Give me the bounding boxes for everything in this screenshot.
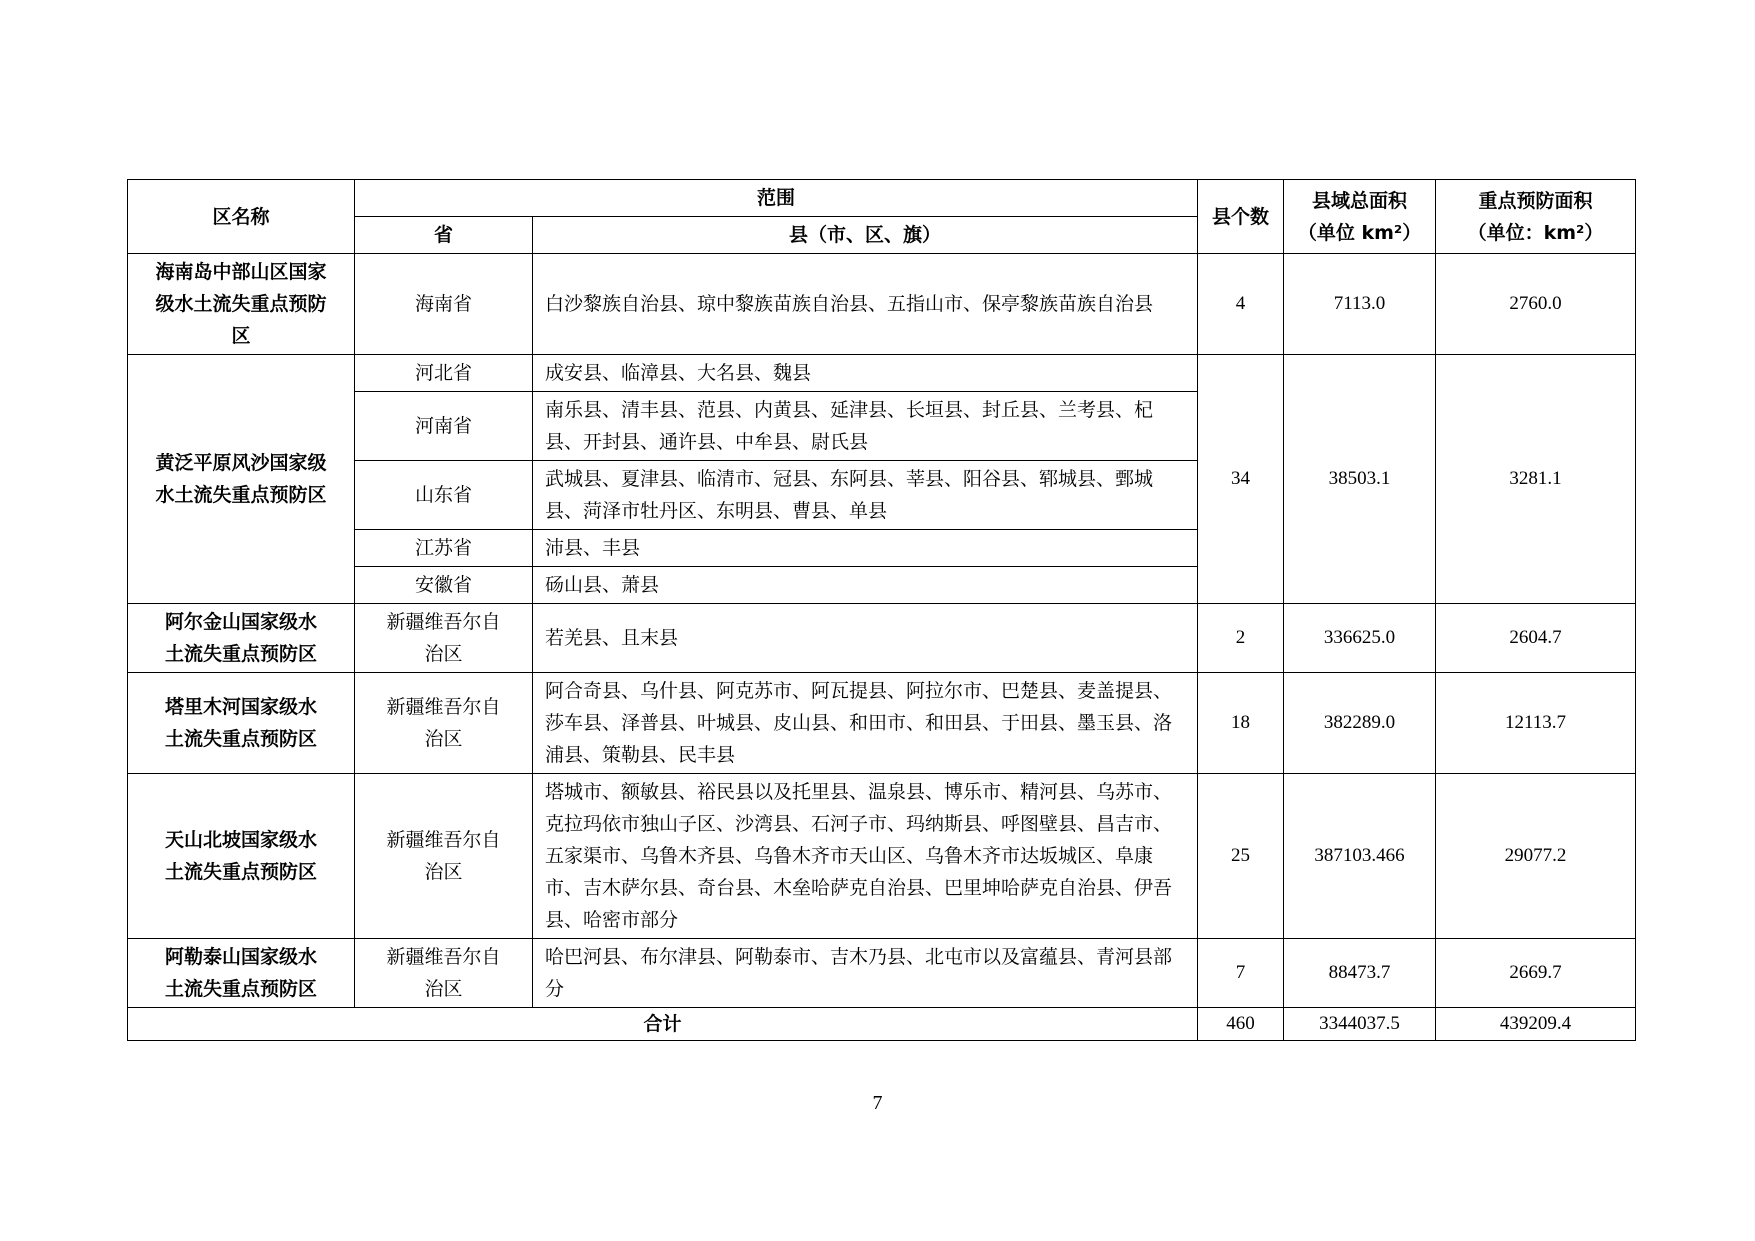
header-county-count: 县个数 <box>1198 180 1284 254</box>
zone-name: 海南岛中部山区国家级水土流失重点预防区 <box>128 254 355 355</box>
key-area: 2760.0 <box>1436 254 1636 355</box>
county-count: 7 <box>1198 939 1284 1008</box>
page-number: 7 <box>872 1092 883 1114</box>
province-cell: 江苏省 <box>355 530 533 567</box>
header-county: 县（市、区、旗） <box>533 217 1198 254</box>
county-list: 若羌县、且末县 <box>533 604 1198 673</box>
zone-name: 阿尔金山国家级水土流失重点预防区 <box>128 604 355 673</box>
province-cell: 新疆维吾尔自治区 <box>355 604 533 673</box>
county-list: 武城县、夏津县、临清市、冠县、东阿县、莘县、阳谷县、郓城县、鄄城县、菏泽市牡丹区、东明县、曹县、单县 <box>533 461 1198 530</box>
header-key-area-label: 重点预防面积 <box>1478 189 1593 212</box>
county-list: 哈巴河县、布尔津县、阿勒泰市、吉木乃县、北屯市以及富蕴县、青河县部分 <box>533 939 1198 1008</box>
total-area: 382289.0 <box>1284 673 1436 774</box>
prevention-zone-table <box>127 179 1636 1041</box>
header-key-area <box>1436 180 1636 254</box>
zone-name: 天山北坡国家级水土流失重点预防区 <box>128 774 355 939</box>
table-header <box>128 180 1636 254</box>
key-area: 2669.7 <box>1436 939 1636 1008</box>
total-area: 38503.1 <box>1284 355 1436 604</box>
header-zone-name: 区名称 <box>128 180 355 254</box>
province-cell: 新疆维吾尔自治区 <box>355 673 533 774</box>
total-row <box>128 1008 1636 1041</box>
county-count: 2 <box>1198 604 1284 673</box>
table-row <box>128 254 1636 355</box>
header-key-area-unit: （单位：km²） <box>1467 221 1604 244</box>
table-row <box>128 604 1636 673</box>
county-list: 南乐县、清丰县、范县、内黄县、延津县、长垣县、封丘县、兰考县、杞县、开封县、通许县、中牟县、尉氏县 <box>533 392 1198 461</box>
county-list: 沛县、丰县 <box>533 530 1198 567</box>
county-count: 25 <box>1198 774 1284 939</box>
county-count: 34 <box>1198 355 1284 604</box>
key-area: 12113.7 <box>1436 673 1636 774</box>
province-cell: 海南省 <box>355 254 533 355</box>
county-count: 4 <box>1198 254 1284 355</box>
header-total-area-unit: （单位 km²） <box>1297 221 1422 244</box>
table-row <box>128 774 1636 939</box>
total-area: 336625.0 <box>1284 604 1436 673</box>
county-list: 白沙黎族自治县、琼中黎族苗族自治县、五指山市、保亭黎族苗族自治县 <box>533 254 1198 355</box>
county-list: 砀山县、萧县 <box>533 567 1198 604</box>
total-label: 合计 <box>128 1008 1198 1041</box>
key-area: 29077.2 <box>1436 774 1636 939</box>
total-total-area: 3344037.5 <box>1284 1008 1436 1041</box>
total-area: 7113.0 <box>1284 254 1436 355</box>
table-row <box>128 939 1636 1008</box>
province-cell: 新疆维吾尔自治区 <box>355 774 533 939</box>
county-list: 阿合奇县、乌什县、阿克苏市、阿瓦提县、阿拉尔市、巴楚县、麦盖提县、莎车县、泽普县、叶城县、皮山县、和田市、和田县、于田县、墨玉县、洛浦县、策勒县、民丰县 <box>533 673 1198 774</box>
total-area: 387103.466 <box>1284 774 1436 939</box>
province-cell: 河南省 <box>355 392 533 461</box>
province-cell: 山东省 <box>355 461 533 530</box>
total-area: 88473.7 <box>1284 939 1436 1008</box>
zone-name: 黄泛平原风沙国家级水土流失重点预防区 <box>128 355 355 604</box>
zone-name: 阿勒泰山国家级水土流失重点预防区 <box>128 939 355 1008</box>
key-area: 2604.7 <box>1436 604 1636 673</box>
province-cell: 新疆维吾尔自治区 <box>355 939 533 1008</box>
county-list: 成安县、临漳县、大名县、魏县 <box>533 355 1198 392</box>
total-count: 460 <box>1198 1008 1284 1041</box>
total-key-area: 439209.4 <box>1436 1008 1636 1041</box>
province-cell: 安徽省 <box>355 567 533 604</box>
header-scope: 范围 <box>355 180 1198 217</box>
county-list: 塔城市、额敏县、裕民县以及托里县、温泉县、博乐市、精河县、乌苏市、克拉玛依市独山子区、沙湾县、石河子市、玛纳斯县、呼图壁县、昌吉市、五家渠市、乌鲁木齐县、乌鲁木齐市天山区、乌鲁木齐市达坂城区、阜康市、吉木萨尔县、奇台县、木垒哈萨克自治县、巴里坤哈萨克自治县、伊吾县、哈密市部分 <box>533 774 1198 939</box>
table-row <box>128 355 1636 392</box>
table-row <box>128 673 1636 774</box>
header-total-area-label: 县域总面积 <box>1312 189 1408 212</box>
key-area: 3281.1 <box>1436 355 1636 604</box>
header-total-area <box>1284 180 1436 254</box>
county-count: 18 <box>1198 673 1284 774</box>
header-province: 省 <box>355 217 533 254</box>
province-cell: 河北省 <box>355 355 533 392</box>
zone-name: 塔里木河国家级水土流失重点预防区 <box>128 673 355 774</box>
table-body <box>128 254 1636 1041</box>
